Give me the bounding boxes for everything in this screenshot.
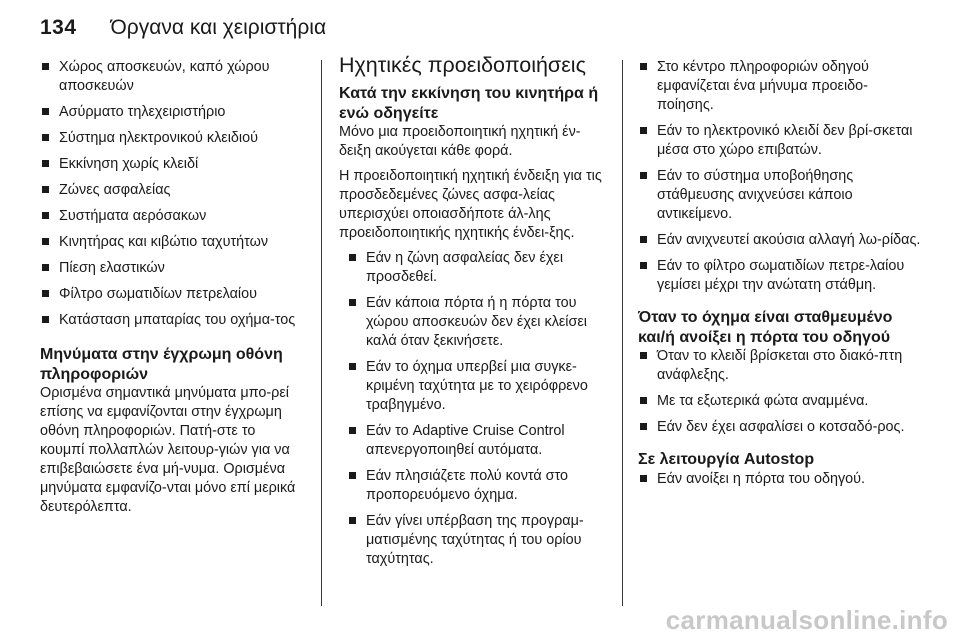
topic-list	[40, 58, 302, 330]
list-item: Εάν γίνει υπέρβαση της προγραμ-ματισμένης ταχύτητας ή του ορίου ταχύτητας.	[347, 512, 611, 569]
list-item: Με τα εξωτερικά φώτα αναμμένα.	[638, 392, 922, 411]
list-item: Σύστημα ηλεκτρονικού κλειδιού	[40, 129, 302, 148]
list-item: Στο κέντρο πληροφοριών οδηγού εμφανίζεται ένα μήνυμα προειδο-ποίησης.	[638, 58, 922, 115]
warning-list	[638, 58, 922, 295]
list-item: Εάν το όχημα υπερβεί μια συγκε-κριμένη ταχύτητα με το χειρόφρενο τραβηγμένο.	[347, 358, 611, 415]
spacer	[40, 337, 302, 345]
page-number: 134	[40, 16, 77, 39]
list-item: Πίεση ελαστικών	[40, 259, 302, 278]
warning-list	[638, 347, 922, 437]
list-item: Εάν ανοίξει η πόρτα του οδηγού.	[638, 470, 922, 489]
warning-list	[638, 470, 922, 489]
section-heading: Μηνύματα στην έγχρωμη οθόνη πληροφοριών	[40, 346, 283, 383]
list-item: Συστήματα αερόσακων	[40, 207, 302, 226]
list-item: Κατάσταση μπαταρίας του οχήμα-τος	[40, 311, 302, 330]
paragraph: Η προειδοποιητική ηχητική ένδειξη για τις προσδεδεμένες ζώνες ασφα-λείας υπερισχύει οποιασδήποτε άλ-λης προειδοποιητικής ηχητικής ένδει-ξης.	[339, 168, 602, 241]
section-title: Ηχητικές προειδοποιήσεις	[339, 53, 586, 77]
column-1	[40, 58, 302, 606]
list-item: Εάν δεν έχει ασφαλίσει ο κοτσαδό-ρος.	[638, 418, 922, 437]
paragraph: Ορισμένα σημαντικά μηνύματα μπο-ρεί επίσης να εμφανίζονται στην έγχρωμη οθόνη πληροφοριών. Πατή-στε το κουμπί πολλαπλών λειτουρ-γιών για να επιβεβαιώσετε ένα μή-νυμα. Ορισμένα μηνύματα εμφανίζο-νται μόνο επί μερικά δευτερόλεπτα.	[40, 385, 296, 515]
section-heading: Σε λειτουργία Autostop	[638, 451, 815, 468]
section-heading: Κατά την εκκίνηση του κινητήρα ή ενώ οδηγείτε	[339, 85, 599, 122]
paragraph: Μόνο μια προειδοποιητική ηχητική έν-δειξη ακούγεται κάθε φορά.	[339, 124, 581, 159]
list-item: Εάν ανιχνευτεί ακούσια αλλαγή λω-ρίδας.	[638, 231, 922, 250]
section-heading: Όταν το όχημα είναι σταθμευμένο και/ή ανοίξει η πόρτα του οδηγού	[638, 309, 893, 346]
column-2	[339, 52, 611, 606]
list-item: Κινητήρας και κιβώτιο ταχυτήτων	[40, 233, 302, 252]
list-item: Εάν το σύστημα υποβοήθησης στάθμευσης ανιχνεύσει κάποιο αντικείμενο.	[638, 167, 922, 224]
column-3	[638, 58, 922, 606]
warning-list	[347, 249, 611, 569]
list-item: Εάν το ηλεκτρονικό κλειδί δεν βρί-σκεται μέσα στο χώρο επιβατών.	[638, 122, 922, 160]
list-item: Ασύρματο τηλεχειριστήριο	[40, 103, 302, 122]
list-item: Εάν το φίλτρο σωματιδίων πετρε-λαίου γεμίσει μέχρι την ανώτατη στάθμη.	[638, 257, 922, 295]
page-header	[40, 14, 326, 42]
column-divider-1	[321, 60, 322, 606]
list-item: Όταν το κλειδί βρίσκεται στο διακό-πτη ανάφλεξης.	[638, 347, 922, 385]
chapter-title: Όργανα και χειριστήρια	[110, 16, 327, 39]
watermark: carmanualsonline.info	[665, 605, 948, 635]
column-divider-2	[622, 60, 623, 606]
list-item: Εάν κάποια πόρτα ή η πόρτα του χώρου αποσκευών δεν έχει κλείσει καλά όταν ξεκινήσετε.	[347, 294, 611, 351]
list-item: Εάν το Adaptive Cruise Control απενεργοποιηθεί αυτόματα.	[347, 422, 611, 460]
list-item: Φίλτρο σωματιδίων πετρελαίου	[40, 285, 302, 304]
list-item: Χώρος αποσκευών, καπό χώρου αποσκευών	[40, 58, 302, 96]
list-item: Εάν πλησιάζετε πολύ κοντά στο προπορευόμενο όχημα.	[347, 467, 611, 505]
list-item: Εάν η ζώνη ασφαλείας δεν έχει προσδεθεί.	[347, 249, 611, 287]
list-item: Εκκίνηση χωρίς κλειδί	[40, 155, 302, 174]
list-item: Ζώνες ασφαλείας	[40, 181, 302, 200]
